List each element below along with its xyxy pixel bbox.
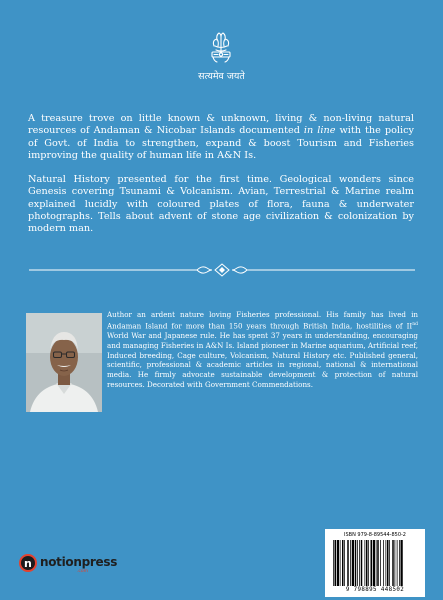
barcode-bar <box>399 540 400 586</box>
barcode-bar <box>395 540 396 586</box>
barcode-bar <box>361 540 363 586</box>
author-portrait-photo <box>26 313 102 412</box>
barcode-bar <box>368 540 369 586</box>
author-bio-end: World War and Japanese rule. He has spent 37 years in understanding, encouraging and managing Fisheries in A&N Is. Island pioneer in Marine aquarium, Artificial reef, Induced breeding, Cage culture, Volcanism, Natural History etc. Published general, scientific, professional & academic articles in regional, national & international media. He firmly advocate sustainable development & protection of natural resources. Decorated with Government Commendations. <box>107 330 418 389</box>
isbn-barcode <box>325 529 425 597</box>
barcode-number: 9 798895 448502 <box>345 587 405 593</box>
barcode-bar <box>380 540 381 586</box>
publisher-logo-mark <box>19 554 37 572</box>
barcode-bar <box>389 540 390 586</box>
barcode-bar <box>352 540 354 586</box>
publisher-name: notionpress <box>40 555 118 569</box>
isbn-label: ISBN 979-8-89544-850-2 <box>344 532 406 538</box>
blurb-paragraph-2: Natural History presented for the first time. Geological wonders since Genesis covering Tsunami & Volcanism. Avian, Terrestrial & Marine realm explained lucidly with coloured plates of flora, fauna & underwater photographs. Tells about advent of stone age civilization & colonization by modern man. <box>28 174 414 235</box>
barcode-bar <box>347 540 349 586</box>
barcode-bar <box>371 540 373 586</box>
barcode-bar <box>365 540 366 586</box>
barcode-bar <box>376 540 377 586</box>
barcode-bar <box>383 540 384 586</box>
barcode-bar <box>359 540 360 586</box>
barcode-bar <box>373 540 375 586</box>
barcode-bar <box>357 540 358 586</box>
author-bio-superscript: nd <box>412 321 418 327</box>
barcode-bars <box>333 540 419 586</box>
author-bio <box>107 310 418 390</box>
barcode-bar <box>333 540 334 586</box>
barcode-bar <box>397 540 398 586</box>
barcode-bar <box>337 540 339 586</box>
barcode-bar <box>355 540 357 586</box>
barcode-bar <box>401 540 403 586</box>
publisher-logo <box>19 554 118 578</box>
emblem-motto: सत्यमेव जयते <box>198 71 245 82</box>
ornamental-divider-icon <box>29 263 415 277</box>
blurb-p1-end: with the policy of Govt. of India to strengthen, expand & boost Tourism and Fisheries improving the quality of human life in A&N Is. <box>28 125 415 161</box>
barcode-bar <box>392 540 394 586</box>
blurb-p1-emphasis: in line <box>303 125 336 137</box>
barcode-bar <box>342 540 344 586</box>
barcode-bar <box>350 540 351 586</box>
barcode-bar <box>340 540 341 586</box>
barcode-bar <box>366 540 368 586</box>
author-bio-start: Author an ardent nature loving Fisheries professional. His family has lived in Andaman Island for more than 150 years through British India, hostilities of II <box>107 310 418 331</box>
publisher-logo-letter: n <box>24 557 32 570</box>
national-emblem-icon <box>206 28 236 68</box>
barcode-bar <box>386 540 387 586</box>
barcode-bar <box>387 540 389 586</box>
barcode-bar <box>344 540 345 586</box>
blurb-p1-start: A treasure trove on little known & unknown, living & non-living natural resources of Andaman & Nicobar Islands documented <box>28 113 414 137</box>
barcode-bar <box>335 540 337 586</box>
barcode-bar <box>377 540 379 586</box>
blurb-paragraph-1 <box>28 113 414 162</box>
publisher-domain: .com <box>77 569 89 574</box>
